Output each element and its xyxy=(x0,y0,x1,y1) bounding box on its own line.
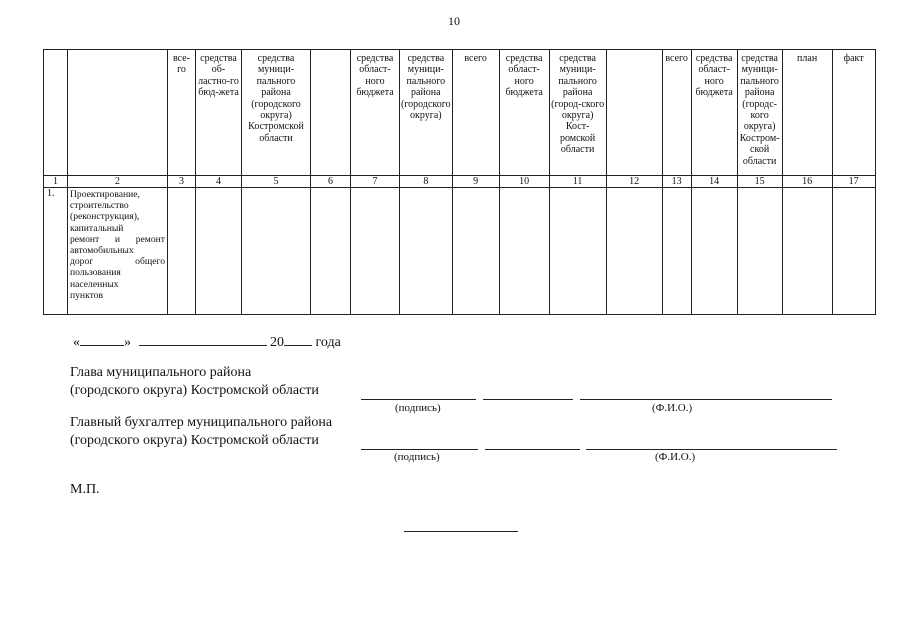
head-signature-caption: (подпись) xyxy=(395,402,441,414)
row-number: 1. xyxy=(44,188,68,315)
column-number: 7 xyxy=(351,176,400,188)
accountant-fio-caption: (Ф.И.О.) xyxy=(655,451,696,463)
column-number: 13 xyxy=(662,176,691,188)
header-cell: факт xyxy=(832,50,875,176)
header-cell xyxy=(311,50,351,176)
head-signature-line xyxy=(361,399,476,400)
header-cell xyxy=(68,50,168,176)
row-name-line: населенных xyxy=(70,278,119,290)
year-blank xyxy=(284,331,312,346)
column-number: 11 xyxy=(549,176,606,188)
row-name-line: строительство xyxy=(70,200,129,212)
table-row xyxy=(44,188,876,315)
column-number: 5 xyxy=(242,176,311,188)
month-blank xyxy=(139,331,267,346)
column-number: 2 xyxy=(68,176,168,188)
row-name-line: автомобильных xyxy=(70,245,134,257)
header-cell: средства муници-пального района (городского округа) Костромской области xyxy=(242,50,311,176)
row-name-line: дорог общего xyxy=(70,256,165,268)
column-number: 8 xyxy=(400,176,453,188)
header-cell: средства об-ластно-го бюд-жета xyxy=(196,50,242,176)
table-cell xyxy=(452,188,499,315)
header-cell xyxy=(606,50,662,176)
report-table xyxy=(43,49,876,315)
table-cell xyxy=(832,188,875,315)
column-number: 14 xyxy=(691,176,737,188)
table-cell xyxy=(549,188,606,315)
close-quote: » xyxy=(124,335,131,350)
year-prefix: 20 xyxy=(270,335,284,350)
head-title-line2: (городского округа) Костромской области xyxy=(70,383,319,398)
table-cell xyxy=(782,188,832,315)
head-fio-caption: (Ф.И.О.) xyxy=(652,402,693,414)
row-name-line: пунктов xyxy=(70,289,103,301)
accountant-signature-caption: (подпись) xyxy=(394,451,440,463)
column-number: 1 xyxy=(44,176,68,188)
day-blank xyxy=(80,331,124,346)
table-cell xyxy=(662,188,691,315)
head-title-line1: Глава муниципального района xyxy=(70,365,252,380)
header-cell: средства област-ного бюджета xyxy=(499,50,549,176)
stamp-placeholder: М.П. xyxy=(70,482,100,497)
row-name-line: пользования xyxy=(70,267,121,279)
open-quote: « xyxy=(73,335,80,350)
header-cell: средства муници-пального района (городс-кого округа) Костром-ской области xyxy=(737,50,782,176)
table-cell xyxy=(351,188,400,315)
header-cell: средства муници-пального района (городского округа) xyxy=(400,50,453,176)
table-cell xyxy=(242,188,311,315)
table-cell xyxy=(168,188,196,315)
accountant-signature-line xyxy=(485,449,580,450)
table-cell xyxy=(499,188,549,315)
row-name-line: (реконструкция), xyxy=(70,211,140,223)
row-name-line: капитальный xyxy=(70,222,124,234)
table-cell xyxy=(400,188,453,315)
column-number: 10 xyxy=(499,176,549,188)
accountant-signature-line xyxy=(361,449,478,450)
footer-separator-line xyxy=(404,531,518,532)
column-number: 16 xyxy=(782,176,832,188)
date-line xyxy=(73,331,341,351)
head-signature-line xyxy=(483,399,573,400)
table-cell xyxy=(691,188,737,315)
column-number: 6 xyxy=(311,176,351,188)
header-cell: средства област-ного бюджета xyxy=(351,50,400,176)
row-name-line: ремонт и ремонт xyxy=(70,233,165,245)
year-suffix: года xyxy=(315,335,341,350)
column-number: 4 xyxy=(196,176,242,188)
header-cell: средства област-ного бюджета xyxy=(691,50,737,176)
table-cell xyxy=(311,188,351,315)
header-cell: все-го xyxy=(168,50,196,176)
column-number-row xyxy=(44,176,876,188)
page-number: 10 xyxy=(448,14,460,28)
row-name-line: Проектирование, xyxy=(70,189,140,200)
table-cell xyxy=(196,188,242,315)
accountant-title-line2: (городского округа) Костромской области xyxy=(70,433,319,448)
accountant-title-line1: Главный бухгалтер муниципального района xyxy=(70,415,333,430)
column-number: 9 xyxy=(452,176,499,188)
column-number: 3 xyxy=(168,176,196,188)
header-cell: всего xyxy=(452,50,499,176)
table-header-row xyxy=(44,50,876,176)
header-cell: всего xyxy=(662,50,691,176)
head-fio-line xyxy=(580,399,832,400)
header-cell xyxy=(44,50,68,176)
row-name xyxy=(68,188,168,315)
table-cell xyxy=(606,188,662,315)
header-cell: план xyxy=(782,50,832,176)
accountant-fio-line xyxy=(586,449,837,450)
column-number: 12 xyxy=(606,176,662,188)
column-number: 15 xyxy=(737,176,782,188)
column-number: 17 xyxy=(832,176,875,188)
header-cell: средства муници-пального района (город-ского округа) Кост-ромской области xyxy=(549,50,606,176)
table-cell xyxy=(737,188,782,315)
